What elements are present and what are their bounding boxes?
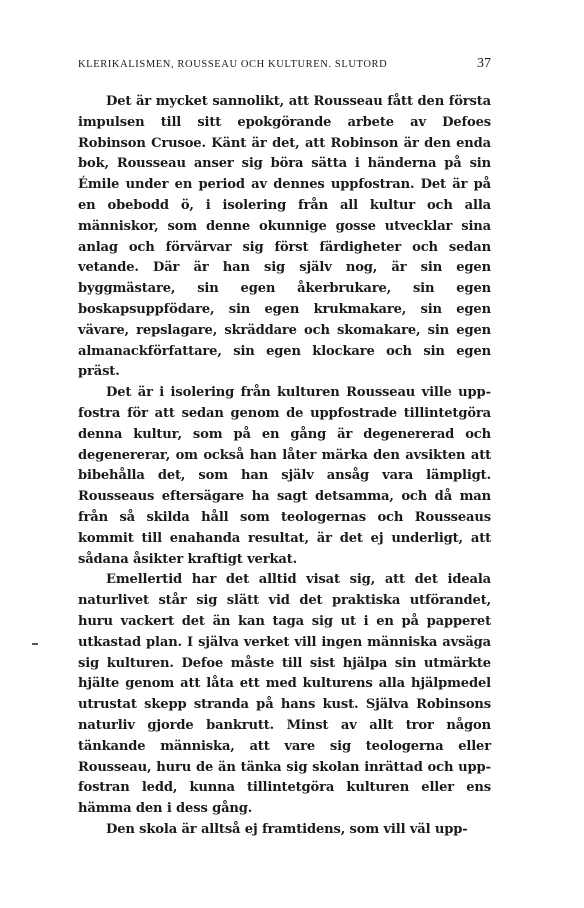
margin-dash-mark xyxy=(32,643,38,645)
running-title: KLERIKALISMEN, ROUSSEAU OCH KULTUREN. SLUTORD xyxy=(78,59,388,70)
paragraph: Emellertid har det alltid visat sig, att det ideala naturlivet står sig slätt vid det praktiska utförandet, huru vackert det än kan taga sig ut i en på papperet utkastad plan. I själva verket vill ingen människa avsäga sig kulturen. Defoe måste till sist hjälpa sin utmärkte hjälte genom att låta ett med kulturens alla hjälpmedel utrustat skepp stranda på hans kust. Själva Robinsons naturliv gjorde bankrutt. Minst av allt tror någon tänkande människa, att vare sig teologerna eller Rousseau, huru de än tänka sig skolan inrättad och uppfostran ledd, kunna tillintetgöra kulturen eller ens hämma den i dess gång. xyxy=(78,572,491,817)
running-header xyxy=(78,56,491,72)
body-text xyxy=(78,92,491,841)
paragraph: Den skola är alltså ej framtidens, som vill väl upp- xyxy=(106,821,468,837)
paragraph: Det är mycket sannolikt, att Rousseau fått den första impulsen till sitt epokgörande arbete av Defoes Robinson Crusoe. Känt är det, att Robinson är den enda bok, Rousseau anser sig böra sätta i händerna på sin Émile under en period av dennes uppfostran. Det är på en obebodd ö, i isolering från all kultur och alla människor, som denne okunnige gosse utvecklar sina anlag och förvärvar sig först färdigheter och sedan vetande. Där är han sig själv nog, är sin egen byggmästare, sin egen åkerbrukare, sin egen boskapsuppfödare, sin egen krukmakare, sin egen vävare, repslagare, skräddare och skomakare, sin egen almanackförfattare, sin egen klockare och sin egen präst. xyxy=(78,94,491,380)
paragraph: Det är i isolering från kulturen Rousseau ville uppfostra för att sedan genom de uppfostrade tillintetgöra denna kultur, som på en gång är degenererad och degenererar, om också han låter märka den avsikten att bibehålla det, som han själv ansåg vara lämpligt. Rousseaus eftersägare ha sagt detsamma, och då man från så skilda håll som teologernas och Rousseaus kommit till enahanda resultat, är det ej underligt, att sådana åsikter kraftigt verkat. xyxy=(78,385,491,567)
book-page xyxy=(78,56,491,841)
page-number: 37 xyxy=(477,56,491,71)
